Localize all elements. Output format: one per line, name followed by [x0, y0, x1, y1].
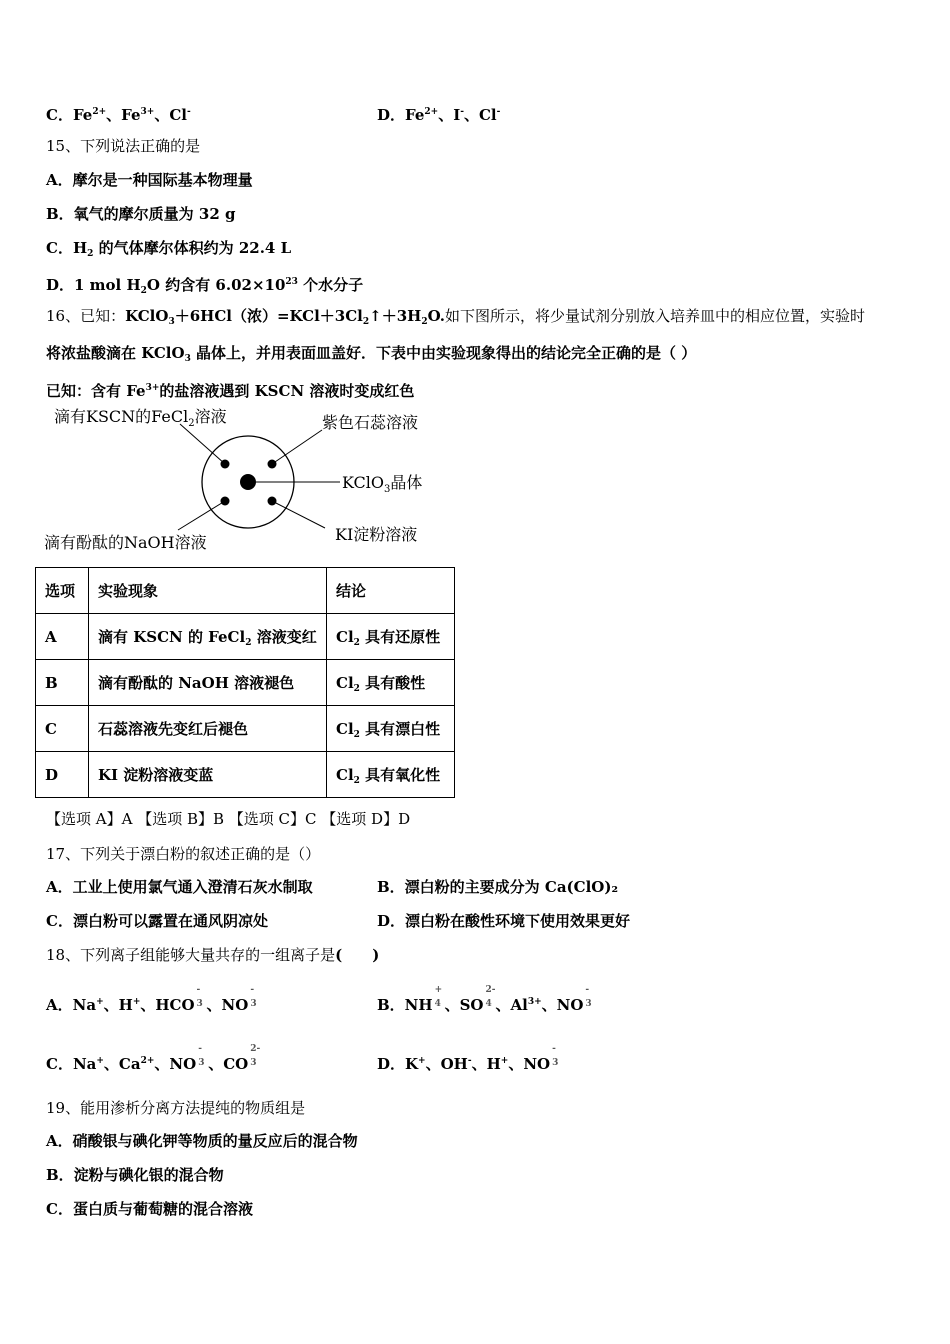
table-cell: $Cl_2$ 具有还原性 [327, 614, 455, 660]
petri-dish-diagram [40, 400, 440, 560]
q16-choices: 【选项 A】A 【选项 B】B 【选项 C】C 【选项 D】D [46, 810, 411, 828]
q16-stem-line2: 将浓盐酸滴在 KClO$_3$ 晶体上，并用表面皿盖好．下表中由实验现象得出的结论完全正确的是（ ） [46, 344, 697, 364]
label-kclo3: KClO$_3$晶体 [342, 473, 423, 495]
q15-option-b: B．氧气的摩尔质量为 32 g [46, 205, 236, 223]
q19-option-b: B．淀粉与碘化银的混合物 [46, 1166, 224, 1184]
leader-tl [180, 424, 225, 464]
q16-stem-line1: 16、已知：KClO$_3$＋6HCl（浓）$=KCl+3Cl_2↑+3H_2O$.如下图所示，将少量试剂分别放入培养皿中的相应位置，实验时 [46, 307, 866, 327]
q16-given: 已知：含有 $Fe^{3+}$的盐溶液遇到 KSCN 溶液时变成红色 [46, 382, 415, 400]
table-cell: KI 淀粉溶液变蓝 [89, 752, 327, 798]
table-header-cell: 选项 [36, 568, 89, 614]
table-cell: D [36, 752, 89, 798]
table-header-cell: 结论 [327, 568, 455, 614]
q14-option-c: C．$Fe^{2+}$、$Fe^{3+}$、Cl- [46, 106, 191, 124]
table-row [36, 706, 455, 752]
label-litmus: 紫色石蕊溶液 [322, 413, 419, 432]
q15-option-c: C．$H_2$ 的气体摩尔体积约为 22.4 L [46, 239, 292, 259]
table-cell: 滴有酚酞的 NaOH 溶液褪色 [89, 660, 327, 706]
q19-stem: 19、能用渗析分离方法提纯的物质组是 [46, 1099, 306, 1117]
table-cell: $Cl_2$ 具有酸性 [327, 660, 455, 706]
table-cell: C [36, 706, 89, 752]
experiment-table [35, 567, 455, 798]
q17-option-b: B．漂白粉的主要成分为 Ca(ClO)₂ [377, 878, 619, 896]
q17-stem: 17、下列关于漂白粉的叙述正确的是（） [46, 845, 321, 863]
table-row [36, 614, 455, 660]
table-cell: 滴有 KSCN 的 FeCl$_2$ 溶液变红 [89, 614, 327, 660]
label-ki-starch: KI淀粉溶液 [335, 525, 418, 544]
table-cell: B [36, 660, 89, 706]
q15-stem: 15、下列说法正确的是 [46, 137, 201, 155]
q18-option-b: B．NH + 4 、SO 2- 4 、$Al^{3+}$、NO - 3 [377, 985, 592, 1014]
q18-option-a: A．Na+、H+、HCO - 3 、NO - 3 [46, 985, 257, 1014]
q15-option-a: A．摩尔是一种国际基本物理量 [46, 171, 253, 189]
table-cell: $Cl_2$ 具有漂白性 [327, 706, 455, 752]
kclo3-dot [240, 474, 256, 490]
q18-option-c: C．Na+、$Ca^{2+}$、NO - 3 、CO 2- 3 [46, 1044, 261, 1073]
q17-option-d: D．漂白粉在酸性环境下使用效果更好 [377, 912, 631, 930]
table-header-row [36, 568, 455, 614]
table-cell: $Cl_2$ 具有氧化性 [327, 752, 455, 798]
table-header-cell: 实验现象 [89, 568, 327, 614]
label-kscn-fecl2: 滴有KSCN的FeCl$_2$溶液 [54, 407, 227, 429]
leader-bl [178, 501, 225, 530]
q17-option-c: C．漂白粉可以露置在通风阴凉处 [46, 912, 268, 930]
q18-stem: 18、下列离子组能够大量共存的一组离子是( ) [46, 946, 380, 964]
q17-option-a: A．工业上使用氯气通入澄清石灰水制取 [46, 878, 313, 896]
table-cell: 石蕊溶液先变红后褪色 [89, 706, 327, 752]
table-row [36, 752, 455, 798]
label-naoh: 滴有酚酞的NaOH溶液 [44, 533, 207, 552]
table-row [36, 660, 455, 706]
leader-tr [272, 430, 322, 464]
q14-option-d: D．$Fe^{2+}$、I-、Cl- [377, 106, 501, 124]
table-cell: A [36, 614, 89, 660]
q15-option-d: D．1 mol $H_2O$ 约含有 $6.02\times 10^{23}$ 个水分子 [46, 276, 364, 296]
q19-option-a: A．硝酸银与碘化钾等物质的量反应后的混合物 [46, 1132, 358, 1150]
q18-option-d: D．K+、OH-、H+、NO - 3 [377, 1044, 559, 1073]
q19-option-c: C．蛋白质与葡萄糖的混合溶液 [46, 1200, 253, 1218]
